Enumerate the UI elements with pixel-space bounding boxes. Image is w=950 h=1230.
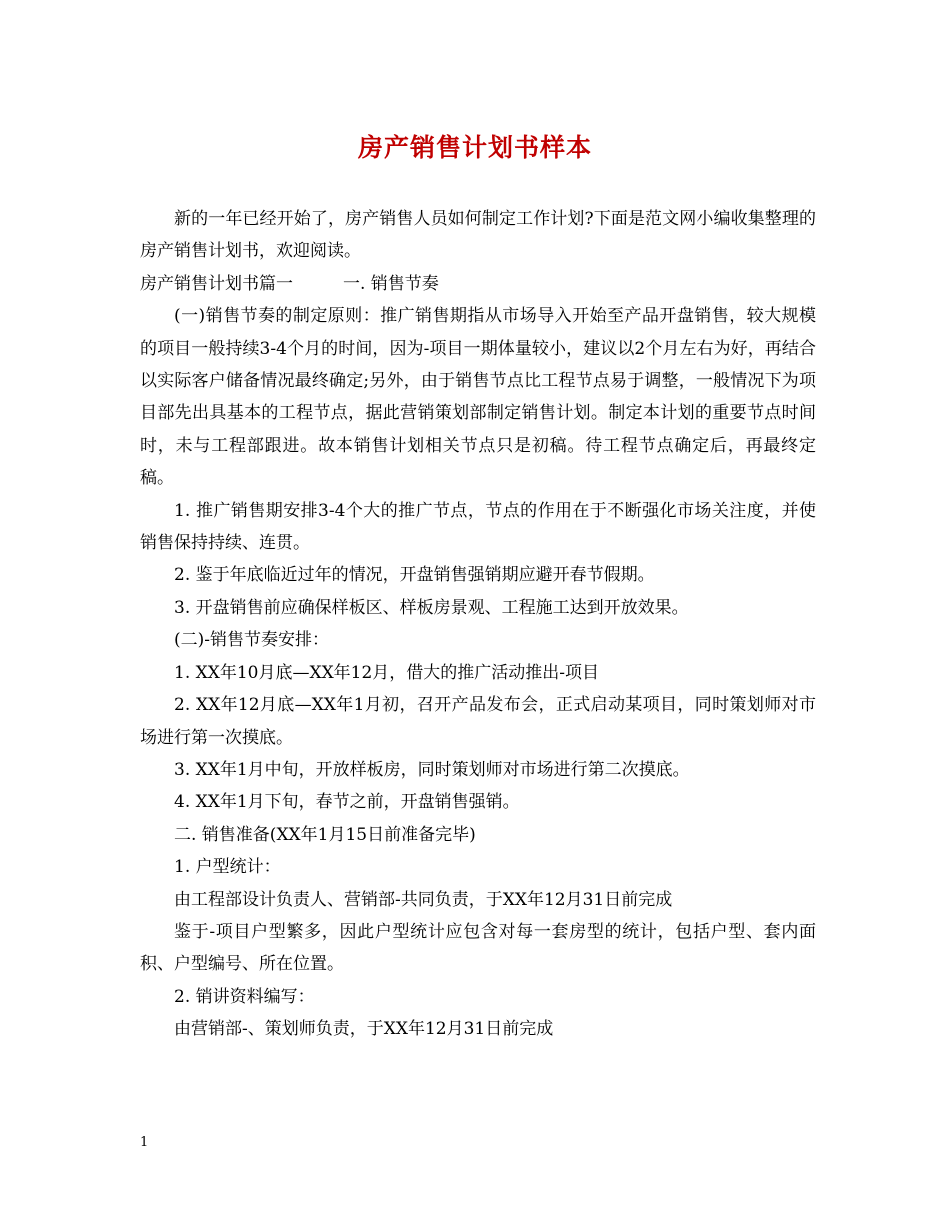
list-item: 1. 推广销售期安排3-4个大的推广节点，节点的作用在于不断强化市场关注度，并使销售保持持续、连贯。 [140, 500, 816, 554]
page-number: 1 [140, 1135, 149, 1150]
document-title: 房产销售计划书样本 [357, 133, 592, 162]
document-body [140, 203, 816, 1046]
paragraph: 由营销部-、策划师负责，于XX年12月31日前完成 [174, 1019, 554, 1040]
list-item: 3. XX年1月中旬，开放样板房，同时策划师对市场进行第二次摸底。 [174, 759, 690, 780]
paragraph: 鉴于-项目户型繁多，因此户型统计应包含对每一套房型的统计，包括户型、套内面积、户型编号、所在位置。 [140, 921, 816, 975]
section-heading: 二. 销售准备(XX年1月15日前准备完毕) [174, 824, 476, 845]
paragraph: 由工程部设计负责人、营销部-共同负责，于XX年12月31日前完成 [174, 889, 673, 910]
section-heading-right: 一. 销售节奏 [343, 273, 439, 294]
list-item: 1. 户型统计： [174, 857, 281, 878]
section-heading-line [140, 268, 816, 300]
list-item: 1. XX年10月底—XX年12月，借大的推广活动推出-项目 [174, 662, 600, 683]
list-item: 3. 开盘销售前应确保样板区、样板房景观、工程施工达到开放效果。 [174, 597, 689, 618]
paragraph-intro: 新的一年已经开始了，房产销售人员如何制定工作计划?下面是范文网小编收集整理的房产销售计划书，欢迎阅读。 [140, 209, 816, 262]
list-item: 4. XX年1月下旬，春节之前，开盘销售强销。 [174, 792, 520, 813]
subsection-heading: (二)-销售节奏安排： [174, 630, 330, 651]
list-item: 2. 销讲资料编写： [174, 986, 315, 1007]
list-item: 2. 鉴于年底临近过年的情况，开盘销售强销期应避开春节假期。 [174, 565, 655, 586]
list-item: 2. XX年12月底—XX年1月初，召开产品发布会，正式启动某项目，同时策划师对市场进行第一次摸底。 [140, 695, 816, 748]
section-heading-left: 房产销售计划书篇一 [140, 273, 293, 294]
paragraph-principle: (一)销售节奏的制定原则：推广销售期指从市场导入开始至产品开盘销售，较大规模的项目一般持续3-4个月的时间，因为-项目一期体量较小，建议以2个月左右为好，再结合以实际客户储备情况最终确定;另外，由于销售节点比工程节点易于调整，一般情况下为项目部先出具基本的工程节点，据此营销策划部制定销售计划。制定本计划的重要节点时间时，未与工程部跟进。故本销售计划相关节点只是初稿。待工程节点确定后，再最终定稿。 [140, 306, 816, 489]
